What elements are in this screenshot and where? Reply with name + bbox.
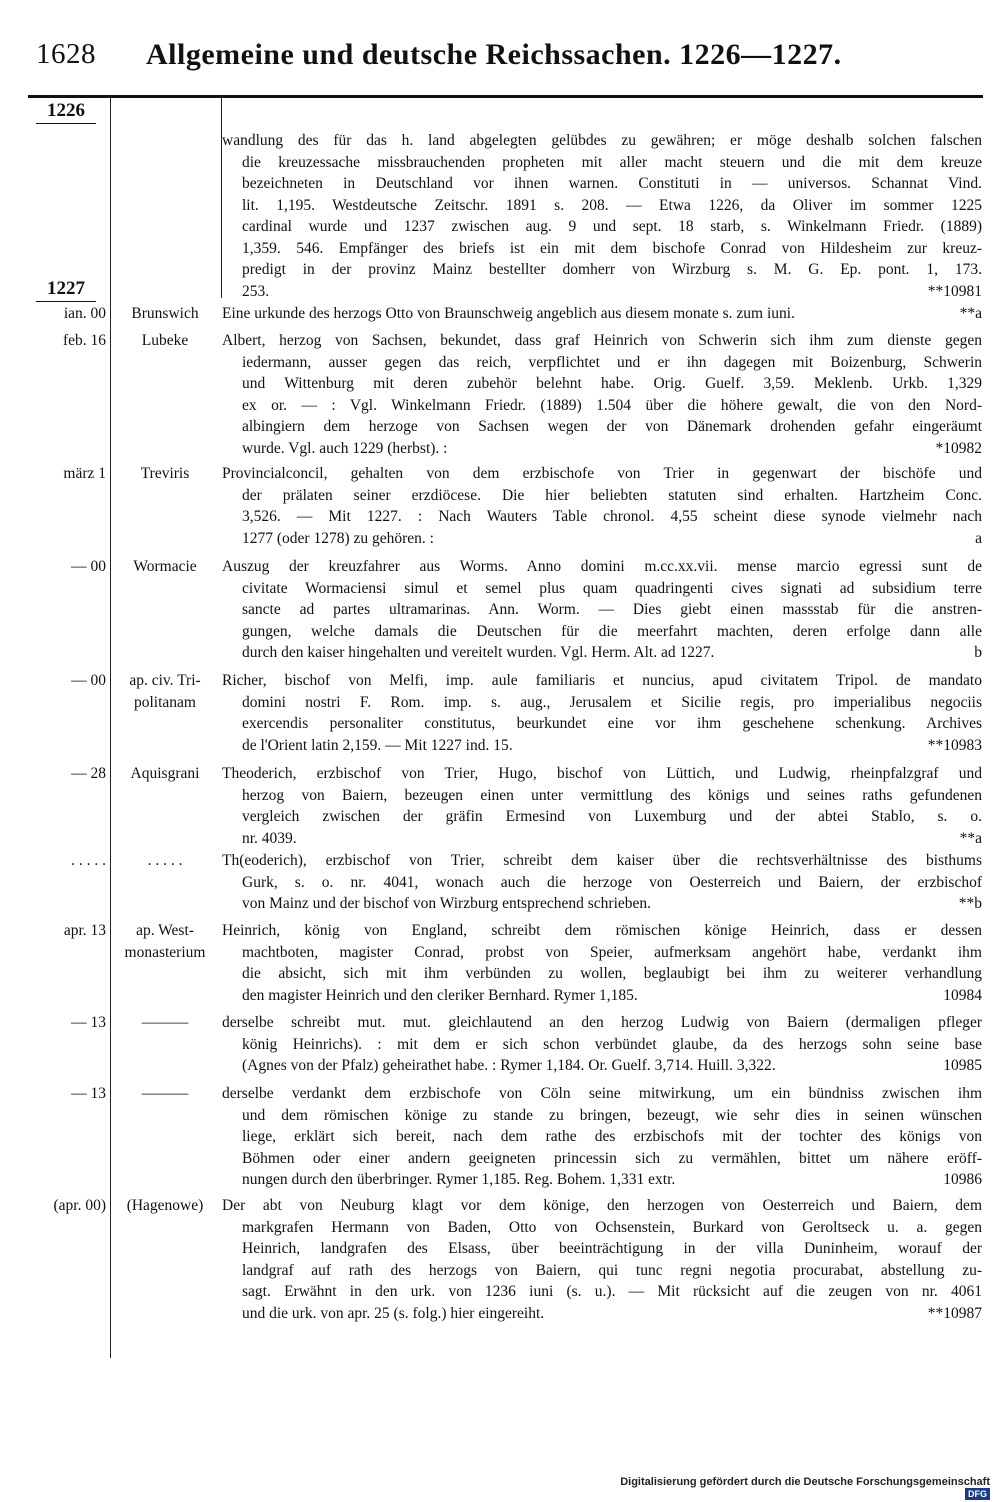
entry-text-line: domini nostri F. Rom. imp. s. aug., Jerusalem et Sicilie regis, pro imperialibus negociis: [242, 693, 982, 711]
entry-text-line: vergleich zwischen der gräfin Ermesind von Luxemburg und der abtei Stablo, s. o.: [242, 808, 982, 825]
entry-text-line: cardinal wurde und 1237 zwischen aug. 9 und sept. 18 starb, s. Winkelmann Friedr. (1889): [242, 218, 982, 235]
entry-place: (Hagenowe): [126, 1197, 204, 1214]
entry-text-line: wurde. Vgl. auch 1229 (herbst). :: [242, 439, 448, 457]
entry-text-line: Albert, herzog von Sachsen, bekundet, dass graf Heinrich von Schwerin sich ihm zum dienste gegen: [222, 332, 982, 349]
entry-text: [222, 920, 982, 1006]
entry-text-line: landgraf auf rath des herzogs von Baiern, qui tunc regni negotia procurabat, abstellung zu-: [242, 1261, 982, 1279]
entry-date: feb. 16: [62, 332, 106, 349]
entry-date: (apr. 00): [53, 1197, 106, 1214]
entry-number: a: [975, 529, 982, 547]
entry-text-line: und die urk. von apr. 25 (s. folg.) hier eingereiht.: [242, 1304, 545, 1322]
entry-text: [222, 303, 982, 325]
entry-text-line: liege, erklärt sich bereit, nach dem rathe des erzbischofs mit der tochter des königs von: [242, 1128, 982, 1145]
entry-text-line: könig Heinrichs). : mit dem er sich schon verbündet glaube, da des herzogs sohn seine base: [242, 1035, 982, 1053]
entry-text-line: Richer, bischof von Melfi, imp. aule familiaris et nuncius, apud civitatem Tripol. de mandato: [222, 672, 982, 689]
entry-text-line: herzog von Baiern, bezeugen einen unter vermittlung des königs und seines raths gefundenen: [242, 786, 982, 804]
entry-number: **10983: [927, 736, 982, 754]
header-rule: [28, 95, 983, 98]
entry-text: [222, 330, 982, 459]
entry-number: **10987: [927, 1304, 982, 1322]
entry-date: — 13: [71, 1085, 106, 1102]
entry-text: [222, 463, 982, 549]
entry-number: 10984: [943, 986, 982, 1004]
entry-number: **10981: [927, 282, 982, 300]
entry-text-line: ex or. — : Vgl. Winkelmann Friedr. (1889) 1.504 über die höhere gewalt, die von den Nord-: [242, 396, 982, 414]
entry-text-line: wandlung des für das h. land abgelegten gelübdes zu gewähren; er möge deshalb solchen falschen: [222, 132, 982, 149]
entry-text-line: 1277 (oder 1278) zu gehören. :: [242, 529, 434, 547]
year-label-1226: [36, 100, 96, 124]
entry-number: **a: [959, 829, 982, 847]
entry-text-line: durch den kaiser hingehalten und vereitelt wurden. Vgl. Herm. Alt. ad 1227.: [242, 644, 715, 661]
entry-number: b: [974, 644, 982, 661]
entry-text-line: Böhmen oder einer andern geeigneten princessin sich zu vermählen, bittet um nähere eröff-: [242, 1149, 982, 1167]
entry-text: [222, 1195, 982, 1324]
entry-text-line: und Wittenburg mit deren zubehör belehnt habe. Orig. Guelf. 3,59. Meklenb. Urkb. 1,329: [242, 375, 982, 392]
entry-place-line: ap. civ. Tri-: [129, 672, 201, 689]
year-text: 1227: [47, 278, 85, 299]
entry-text-line: 3,526. — Mit 1227. : Nach Wauters Table chronol. 4,55 scheint diese synode vielmehr nach: [242, 508, 982, 525]
entry-text-line: Auszug der kreuzfahrer aus Worms. Anno domini m.cc.xx.vii. mense marcio egressi sunt de: [222, 558, 982, 575]
entry-place: ———: [141, 1014, 189, 1031]
entry-place: [112, 920, 218, 963]
entry-number: **b: [958, 895, 982, 912]
entry-text-line: nungen durch den überbringer. Rymer 1,185. Reg. Bohem. 1,331 extr.: [242, 1171, 676, 1188]
entry-number: 10986: [943, 1171, 982, 1188]
year-label-1227: [36, 278, 96, 302]
entry-text-line: sagt. Erwähnt in den urk. von 1236 iuni (s. u.). — Mit rücksicht auf die zeugen von nr. 4061: [242, 1283, 982, 1300]
entry-place: Wormacie: [133, 558, 197, 575]
entry-date: — 00: [71, 558, 106, 575]
entry-place: . . . . .: [147, 852, 183, 869]
entry-text-line: die kreuzessache missbrauchenden propheten mit aller macht steuern und die mit dem kreuze: [242, 153, 982, 171]
footer: [590, 1476, 990, 1500]
entry-date: . . . . .: [71, 852, 106, 869]
entry-date: ian. 00: [63, 305, 106, 322]
entry-text-line: nr. 4039.: [242, 829, 297, 847]
entry-number: *10982: [935, 439, 982, 457]
entry-text-line: 1,359. 546. Empfänger des briefs ist ein mit dem bischofe Conrad von Hildesheim zur kreuz-: [242, 239, 982, 257]
year-text: 1226: [47, 100, 85, 121]
entry-text: [222, 1083, 982, 1191]
entry-text: [222, 556, 982, 664]
entry-place: Lubeke: [141, 332, 189, 349]
entry-date: — 28: [71, 765, 106, 782]
entry-text-line: gungen, welche damals die Deutschen für die meerfahrt machten, deren erfolge dann alle: [242, 622, 982, 640]
page-header: [18, 38, 983, 88]
entry-text-line: civitate Wormaciensi simul et semel plus quam quadringenti cives signati ad subsidium terre: [242, 579, 982, 597]
entry-text-line: sancte ad partes ultramarinas. Ann. Worm. — Dies giebt einen massstab für die anstren-: [242, 601, 982, 618]
entry-number: 10985: [943, 1057, 982, 1074]
entry-text: [222, 850, 982, 915]
entry-text-line: der prälaten seiner erzdiöcese. Die hier beliebten statuten sind erhalten. Hartzheim Conc.: [242, 486, 982, 504]
entry-text-line: Der abt von Neuburg klagt vor dem könige, den herzogen von Oesterreich und Baiern, dem: [222, 1197, 982, 1214]
page-title: Allgemeine und deutsche Reichssachen. 1226—1227.: [146, 38, 842, 71]
entry-place: Aquisgrani: [130, 765, 200, 782]
entry-place: ———: [141, 1085, 189, 1102]
entry-text: [222, 763, 982, 849]
entry-text-line: albingiern dem herzoge von Sachsen wegen der von Dänemark drohenden gefahr eingeräumt: [242, 418, 982, 435]
entry-date: — 13: [71, 1014, 106, 1031]
entry-text-line: von Mainz und der bischof von Wirzburg entsprechend schrieben.: [242, 895, 652, 912]
entry-text-line: 253.: [242, 282, 270, 300]
entry-text-line: Th(eoderich), erzbischof von Trier, schreibt dem kaiser über die rechtsverhältnisse des bisthums: [222, 852, 982, 869]
entry-place: Brunswich: [131, 305, 199, 322]
entry-place-line: ap. West-: [136, 922, 194, 939]
entry-text-line: Gurk, s. o. nr. 4041, wonach auch die herzoge von Oesterreich und Baiern, der erzbischof: [242, 873, 982, 891]
entry-text-line: iedermann, ausser gegen das reich, verpflichtet und er ihn dagegen mit Boizenburg, Schwerin: [242, 353, 982, 371]
entry-place: [112, 670, 218, 713]
entry-date: märz 1: [63, 465, 106, 482]
entry-text-line: Eine urkunde des herzogs Otto von Braunschweig angeblich aus diesem monate s. zum iuni.: [222, 305, 795, 322]
entry-date: apr. 13: [63, 922, 106, 939]
entry-text-line: Provincialconcil, gehalten von dem erzbischofe von Trier in gegenwart der bischöfe und: [222, 465, 982, 482]
footer-text: Digitalisierung gefördert durch die Deutsche Forschungsgemeinschaft: [620, 1476, 990, 1488]
entry-text-line: Heinrich, landgrafen des Elsass, über beeinträchtigung in der villa Duninheim, worauf der: [242, 1240, 982, 1257]
entry-text: [222, 670, 982, 756]
entry-text-line: die absicht, sich mit ihm verbünden zu wollen, beglaubigt bei ihm zu weiterer verhandlung: [242, 965, 982, 982]
entry-text-line: den magister Heinrich und den cleriker Bernhard. Rymer 1,185.: [242, 986, 638, 1004]
entry-date: — 00: [71, 672, 106, 689]
entry-text-line: Theoderich, erzbischof von Trier, Hugo, bischof von Lüttich, und Ludwig, rheinpfalzgraf und: [222, 765, 982, 782]
entry-text-line: derselbe schreibt mut. mut. gleichlautend an den herzog Ludwig von Baiern (dermaligen pfleger: [222, 1014, 982, 1031]
entry-text-line: Heinrich, könig von England, schreibt dem römischen könige Heinrich, dass er dessen: [222, 922, 982, 939]
entry-text-line: de l'Orient latin 2,159. — Mit 1227 ind. 15.: [242, 736, 513, 754]
entry-text: [222, 130, 982, 302]
entry-text: [222, 1012, 982, 1077]
entry-number: **a: [959, 305, 982, 322]
entry-text-line: lit. 1,195. Westdeutsche Zeitschr. 1891 s. 208. — Etwa 1226, da Oliver im sommer 1225: [242, 196, 982, 214]
dfg-logo: DFG: [965, 1488, 990, 1500]
date-column-rule: [110, 98, 111, 1358]
entry-place-line: monasterium: [124, 943, 206, 961]
entry-text-line: machtboten, magister Conrad, probst von Speier, aufmerksam angehört habe, verdankt ihm: [242, 943, 982, 961]
page-number: 1628: [36, 38, 96, 70]
entry-text-line: markgrafen Hermann von Baden, Otto von Ochsenstein, Burkard von Geroltseck u. a. gegen: [242, 1218, 982, 1236]
entry-text-line: predigt in der provinz Mainz bestellter domherr von Wirzburg s. M. G. Ep. pont. 1, 173.: [242, 261, 982, 278]
entry-text-line: (Agnes von der Pfalz) geheirathet habe. : Rymer 1,184. Or. Guelf. 3,714. Huill. 3,322.: [242, 1057, 776, 1074]
entry-place-line: politanam: [134, 693, 196, 711]
entry-place: Treviris: [140, 465, 190, 482]
entry-text-line: exercendis personaliter constitutus, beurkundet eine vor ihm geschehene schenkung. Archives: [242, 715, 982, 732]
entry-text-line: bezeichneten in Deutschland vor ihnen warnen. Constituti in — universos. Schannat Vind.: [242, 175, 982, 192]
entry-text-line: derselbe verdankt dem erzbischofe von Cöln seine mitwirkung, um ein bündniss zwischen ihm: [222, 1085, 982, 1102]
entry-text-line: und dem römischen könige zu stande zu bringen, bezeugt, wie sehr dies in seinen wünschen: [242, 1106, 982, 1124]
